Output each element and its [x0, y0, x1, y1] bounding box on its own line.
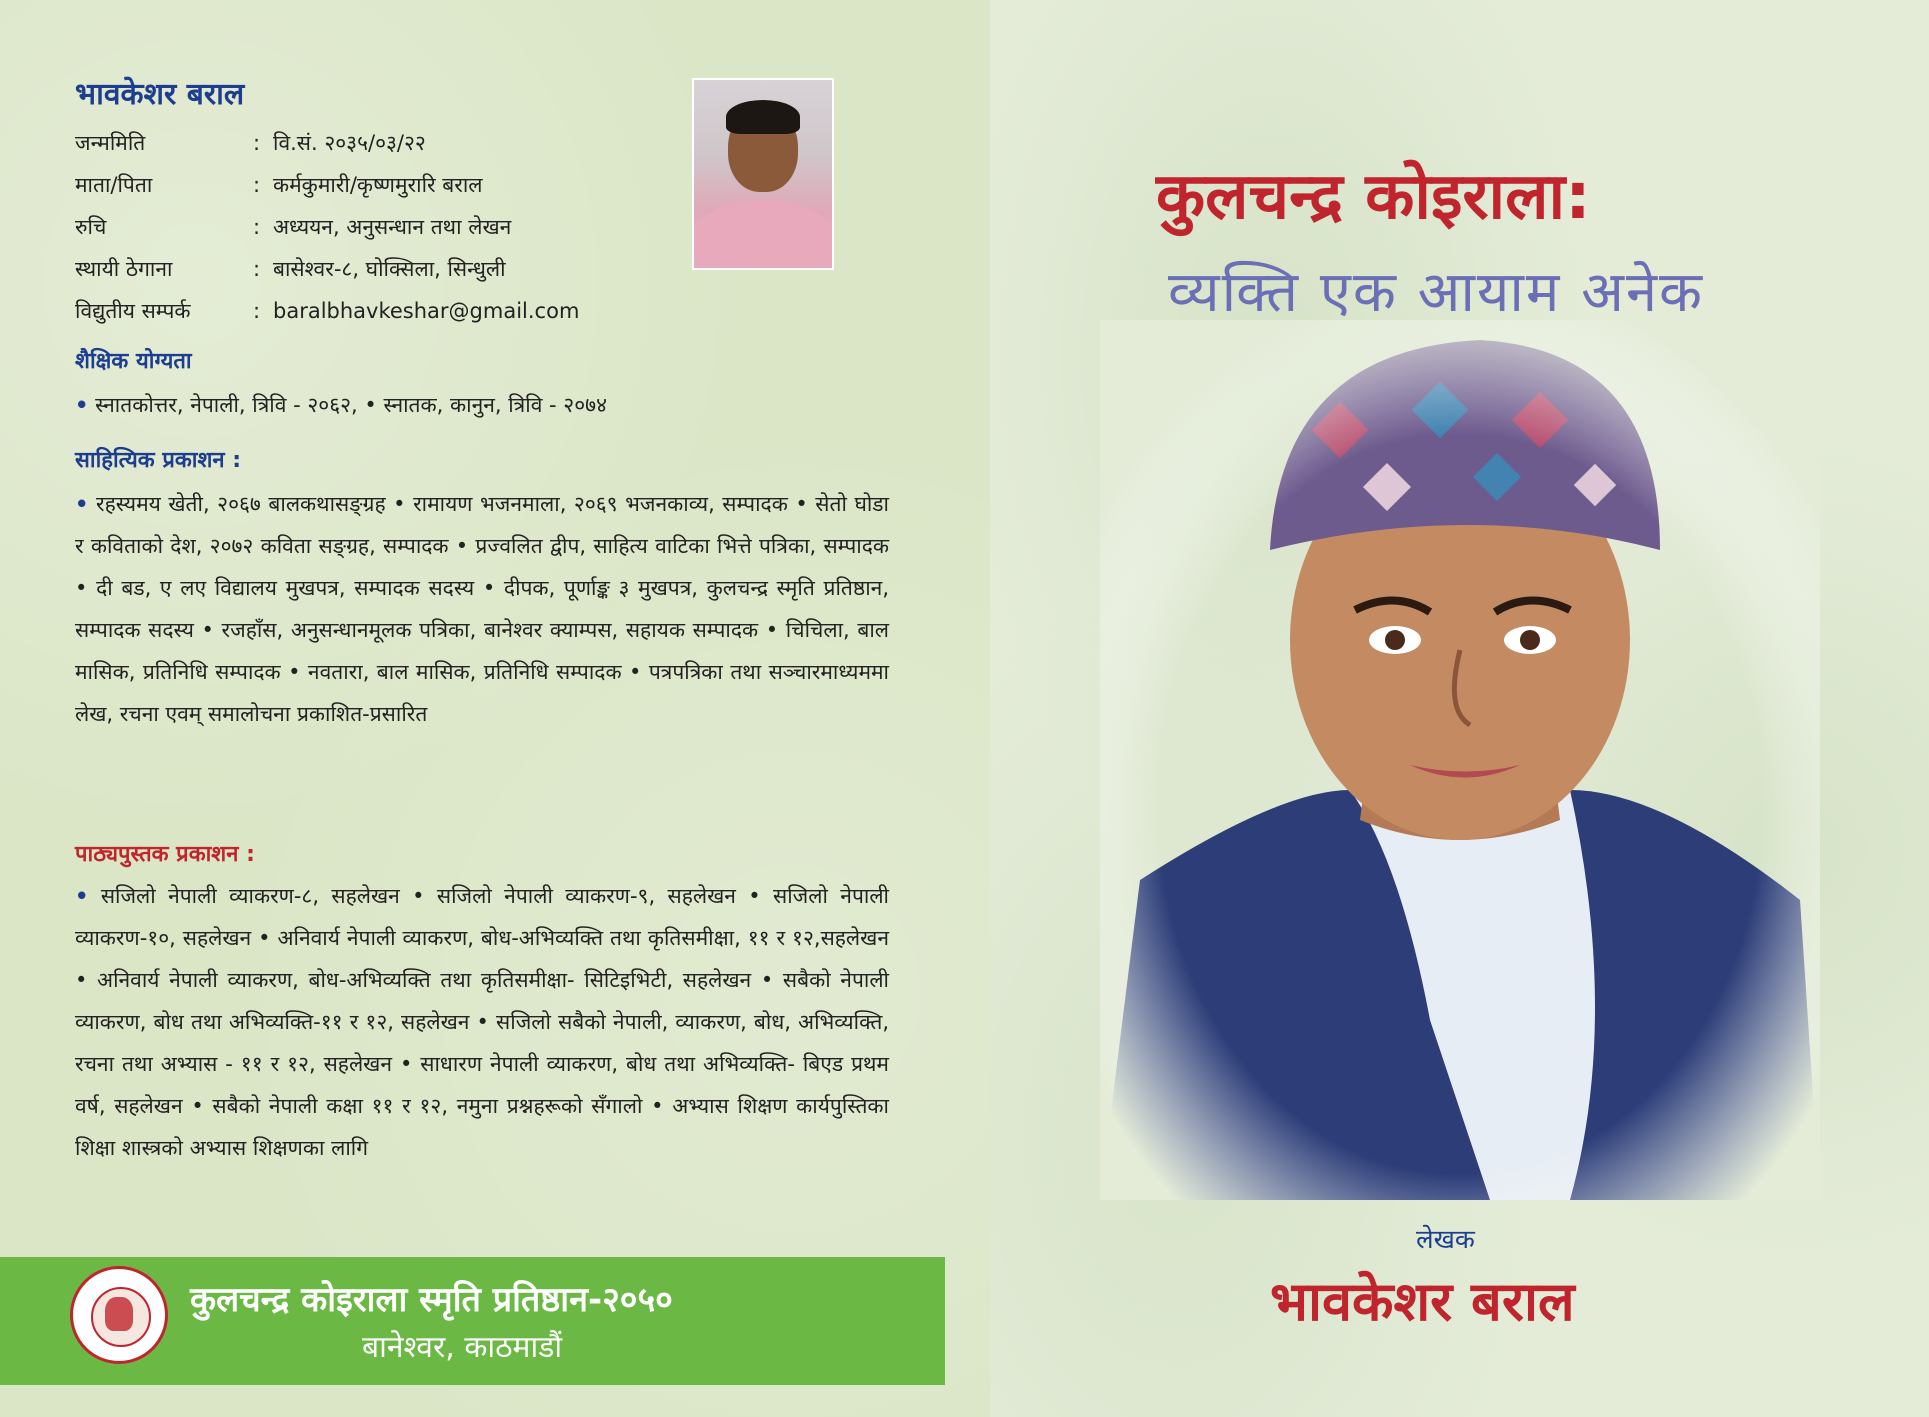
bio-row	[75, 248, 635, 290]
literary-text	[75, 483, 889, 735]
bio-value: वि.सं. २०३५/०३/२२	[273, 131, 426, 155]
bio-row	[75, 206, 635, 248]
bio-value: अध्ययन, अनुसन्धान तथा लेखन	[273, 215, 512, 239]
author-bio	[75, 122, 635, 332]
publisher-seal-logo	[70, 1266, 168, 1364]
photo-hair	[726, 100, 800, 134]
book-title: कुलचन्द्र कोइराला:	[1156, 160, 1591, 234]
bio-label: विद्युतीय सम्पर्क	[75, 299, 191, 323]
bio-label: माता/पिता	[75, 173, 153, 197]
publisher-address: बानेश्वर, काठमाडौं	[362, 1330, 563, 1365]
back-author-name: भावकेशर बराल	[75, 77, 245, 112]
photo-shirt	[694, 200, 832, 270]
literary-list: रहस्यमय खेती, २०६७ बालकथासङ्ग्रह • रामायण भजनमाला, २०६९ भजनकाव्य, सम्पादक • सेतो घोडा र कविताको देश, २०७२ कविता सङ्ग्रह, सम्पादक • प्रज्वलित द्वीप, साहित्य वाटिका भित्ते पत्रिका, सम्पादक • दी बड, ए लए विद्यालय मुखपत्र, सम्पादक सदस्य • दीपक, पूर्णाङ्क ३ मुखपत्र, कुलचन्द्र स्मृति प्रतिष्ठान, सम्पादक सदस्य • रजहाँस, अनुसन्धानमूलक पत्रिका, बानेश्वर क्याम्पस, सहायक सम्पादक • चिचिला, बाल मासिक, प्रतिनिधि सम्पादक • नवतारा, बाल मासिक, प्रतिनिधि सम्पादक • पत्रपत्रिका तथा सञ्चारमाध्यममा लेख, रचना एवम् समालोचना प्रकाशित-प्रसारित	[75, 492, 889, 726]
textbook-text	[75, 875, 889, 1169]
bullet-icon: •	[75, 492, 89, 516]
bio-colon: :	[253, 173, 261, 197]
seal-figure	[105, 1297, 133, 1331]
education-heading: शैक्षिक योग्यता	[75, 349, 192, 374]
publisher-name: कुलचन्द्र कोइराला स्मृति प्रतिष्ठान-२०५०	[190, 1280, 673, 1320]
bio-colon: :	[253, 299, 261, 323]
bio-value: कर्मकुमारी/कृष्णमुरारि बराल	[273, 173, 483, 197]
author-label: लेखक	[1416, 1225, 1475, 1255]
book-subtitle: व्यक्ति एक आयाम अनेक	[1168, 260, 1705, 325]
bio-row	[75, 122, 635, 164]
education-list: स्नातकोत्तर, नेपाली, त्रिवि - २०६२, • स्नातक, कानुन, त्रिवि - २०७४	[95, 393, 607, 417]
author-photo	[692, 78, 834, 270]
bullet-icon: •	[75, 884, 89, 908]
front-author-name: भावकेशर बराल	[1270, 1270, 1575, 1333]
bio-email: baralbhavkeshar@gmail.com	[273, 299, 580, 323]
bio-row	[75, 290, 635, 332]
bio-colon: :	[253, 257, 261, 281]
bio-row	[75, 164, 635, 206]
bullet-icon: •	[75, 393, 89, 417]
bio-colon: :	[253, 131, 261, 155]
literary-heading: साहित्यिक प्रकाशन :	[75, 448, 242, 473]
portrait-illustration	[1100, 320, 1820, 1200]
bio-colon: :	[253, 215, 261, 239]
bio-label: स्थायी ठेगाना	[75, 257, 173, 281]
education-text	[75, 384, 889, 426]
textbook-heading: पाठ्यपुस्तक प्रकाशन :	[75, 842, 255, 867]
textbook-list: सजिलो नेपाली व्याकरण-८, सहलेखन • सजिलो नेपाली व्याकरण-९, सहलेखन • सजिलो नेपाली व्याकरण-१०, सहलेखन • अनिवार्य नेपाली व्याकरण, बोध-अभिव्यक्ति तथा कृतिसमीक्षा, ११ र १२,सहलेखन • अनिवार्य नेपाली व्याकरण, बोध-अभिव्यक्ति तथा कृतिसमीक्षा- सिटिइभिटी, सहलेखन • सबैको नेपाली व्याकरण, बोध तथा अभिव्यक्ति-११ र १२, सहलेखन • सजिलो सबैको नेपाली, व्याकरण, बोध, अभिव्यक्ति, रचना तथा अभ्यास - ११ र १२, सहलेखन • साधारण नेपाली व्याकरण, बोध तथा अभिव्यक्ति- बिएड प्रथम वर्ष, सहलेखन • सबैको नेपाली कक्षा ११ र १२, नमुना प्रश्नहरूको सँगालो • अभ्यास शिक्षण कार्यपुस्तिका शिक्षा शास्त्रको अभ्यास शिक्षणका लागि	[75, 884, 889, 1160]
bio-value: बासेश्वर-८, घोक्सिला, सिन्धुली	[273, 257, 506, 281]
bio-label: रुचि	[75, 215, 107, 239]
bio-label: जन्ममिति	[75, 131, 146, 155]
